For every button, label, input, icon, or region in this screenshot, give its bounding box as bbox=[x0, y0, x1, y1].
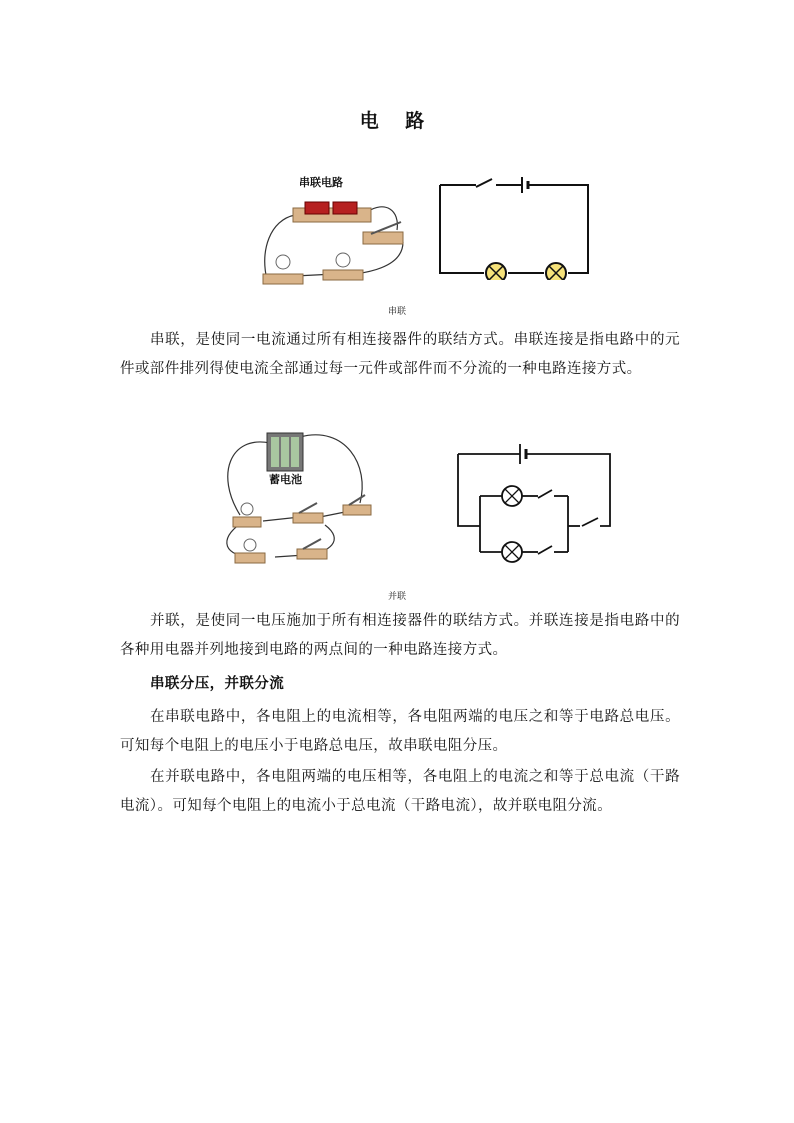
page-title: 电 路 bbox=[359, 110, 435, 132]
parallel-schematic bbox=[450, 440, 620, 570]
wire-path bbox=[528, 185, 588, 273]
switch-board bbox=[293, 513, 323, 523]
lamp-icon bbox=[546, 263, 566, 280]
battery-cell-icon bbox=[305, 202, 329, 214]
wire-path bbox=[265, 215, 295, 280]
lamp-icon bbox=[502, 486, 522, 506]
switch-lever-icon bbox=[349, 495, 365, 505]
series-paragraph: 串联，是使同一电流通过所有相连接器件的联结方式。串联连接是指电路中的元件或部件排列得使电流全部通过每一元件或部件而不分流的一种电路连接方式。 bbox=[120, 332, 680, 377]
wire-path bbox=[458, 454, 480, 526]
bulb-board bbox=[263, 274, 303, 284]
switch-lever-icon bbox=[303, 539, 321, 549]
parallel-divide-paragraph: 在并联电路中，各电阻两端的电压相等，各电阻上的电流之和等于总电流（干路电流）。可知每个电阻上的电流小于总电流（干路电流），故并联电阻分流。 bbox=[120, 769, 680, 814]
storage-battery-icon bbox=[267, 433, 303, 471]
series-photo-label: 串联电路 bbox=[299, 176, 343, 189]
wire-path bbox=[355, 242, 403, 274]
battery-cell-icon bbox=[333, 202, 357, 214]
switch-board bbox=[297, 549, 327, 559]
switch-icon bbox=[538, 546, 552, 554]
switch-icon bbox=[538, 490, 552, 498]
bulb-icon bbox=[276, 255, 290, 269]
bulb-board bbox=[235, 553, 265, 563]
series-schematic bbox=[430, 175, 600, 280]
switch-icon bbox=[582, 518, 598, 526]
wire-path bbox=[300, 435, 362, 503]
lamp-icon bbox=[486, 263, 506, 280]
bulb-board bbox=[323, 270, 363, 280]
bulb-icon bbox=[336, 253, 350, 267]
bulb-board bbox=[233, 517, 261, 527]
section-heading: 串联分压，并联分流 bbox=[150, 676, 285, 692]
parallel-circuit-photo bbox=[205, 425, 375, 570]
parallel-caption: 并联 bbox=[387, 592, 406, 602]
wire-path bbox=[367, 207, 397, 230]
lamp-icon bbox=[502, 542, 522, 562]
parallel-paragraph: 并联，是使同一电压施加于所有相连接器件的联结方式。并联连接是指电路中的各种用电器并列地接到电路的两点间的一种电路连接方式。 bbox=[120, 613, 680, 658]
bulb-icon bbox=[241, 503, 253, 515]
switch-lever-icon bbox=[299, 503, 317, 513]
switch-board bbox=[343, 505, 371, 515]
switch-icon bbox=[476, 179, 492, 187]
switch-board bbox=[363, 232, 403, 244]
wire-path bbox=[440, 185, 484, 273]
battery-label: 蓄电池 bbox=[269, 473, 302, 486]
bulb-icon bbox=[244, 539, 256, 551]
series-circuit-photo bbox=[255, 170, 415, 290]
series-divide-paragraph: 在串联电路中，各电阻上的电流相等，各电阻两端的电压之和等于电路总电压。可知每个电阻上的电压小于电路总电压，故串联电阻分压。 bbox=[120, 709, 680, 754]
series-caption: 串联 bbox=[387, 307, 406, 317]
